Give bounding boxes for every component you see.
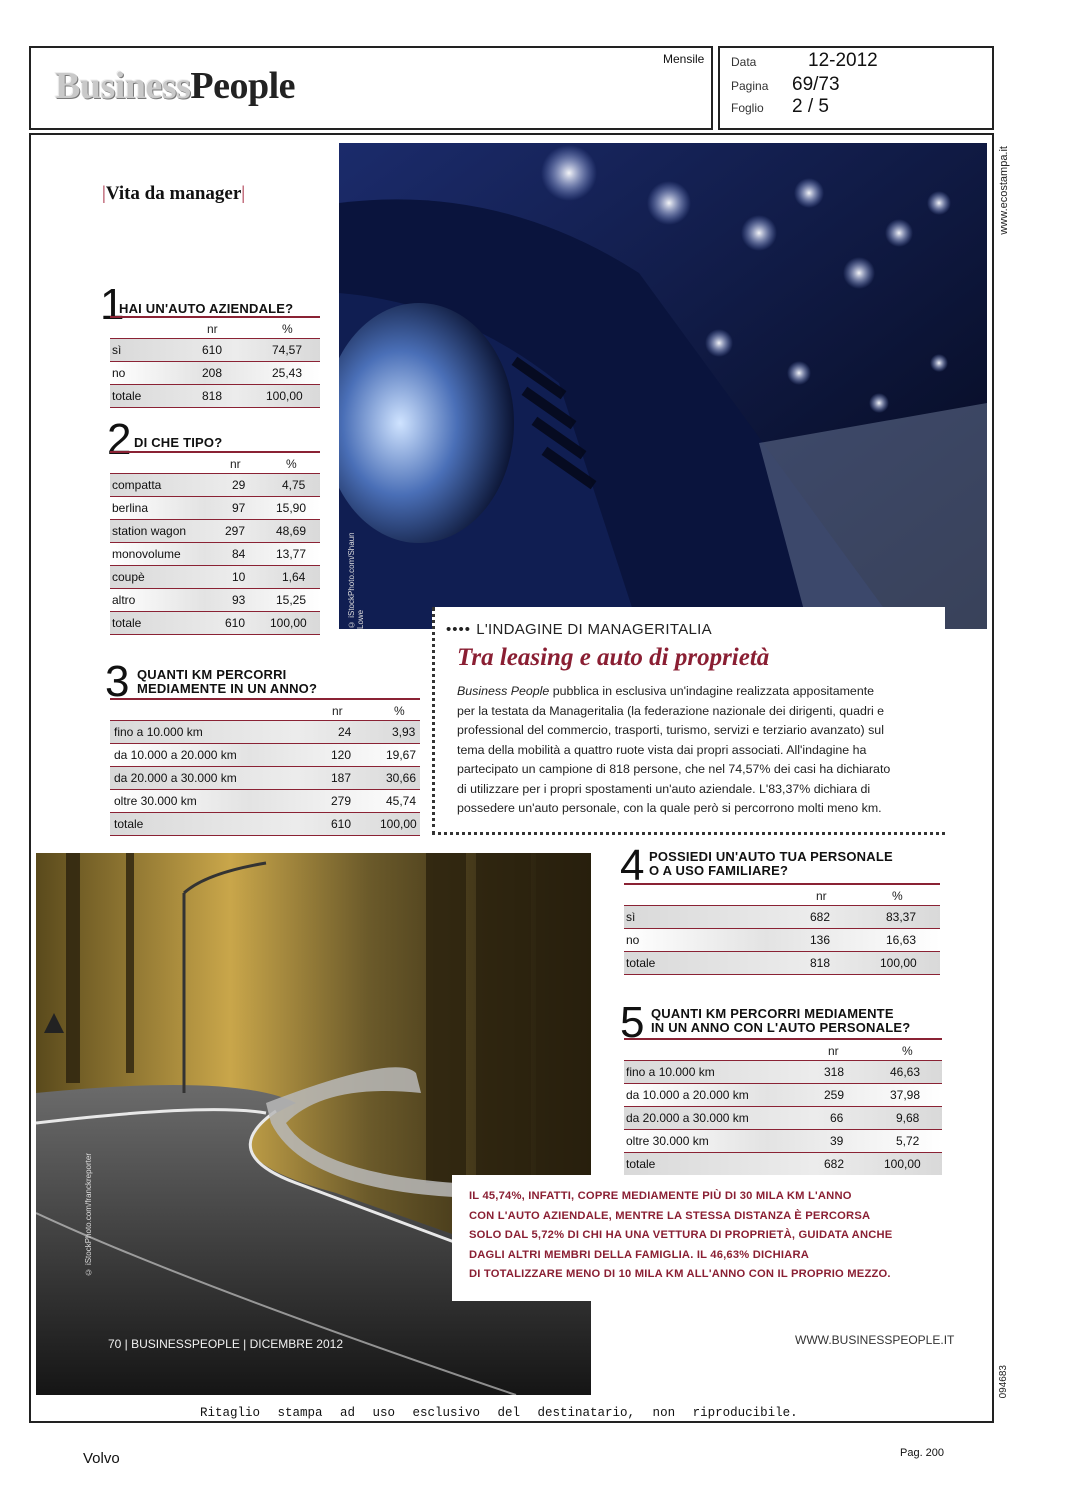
date-label: Data (731, 55, 757, 69)
q3-table (110, 698, 420, 836)
table-row: oltre 30.000 km 39 5,72 (624, 1130, 942, 1153)
article-kicker: •••• L'INDAGINE DI MANAGERITALIA (446, 621, 712, 638)
cars-illustration (339, 143, 987, 629)
road-illustration (36, 853, 591, 1395)
document-page-number: Pag. 200 (900, 1447, 945, 1459)
table-row: totale 682 100,00 (624, 1153, 942, 1176)
q5-number: 5 (620, 998, 645, 1047)
q1-number: 1 (100, 280, 125, 329)
table-row: totale 818 100,00 (624, 952, 940, 975)
client-name: Volvo (83, 1450, 120, 1467)
q5-table (624, 1038, 942, 1176)
table-row: da 20.000 a 30.000 km 187 30,66 (110, 767, 420, 790)
q5-title-line2: IN UN ANNO CON L'AUTO PERSONALE? (651, 1020, 911, 1035)
sheet-label: Foglio (731, 101, 764, 115)
q1-table-header: nr % (110, 318, 320, 339)
side-website: www.ecostampa.it (998, 146, 1010, 235)
q4-number: 4 (620, 841, 645, 890)
table-row: oltre 30.000 km 279 45,74 (110, 790, 420, 813)
q3-table-header: nr % (110, 700, 420, 721)
date-value: 12-2012 (808, 50, 878, 71)
table-row: sì 682 83,37 (624, 906, 940, 929)
table-row: totale 818 100,00 (110, 385, 320, 408)
q2-title: DI CHE TIPO? (134, 435, 223, 450)
table-row: altro 93 15,25 (110, 589, 320, 612)
table-row: da 10.000 a 20.000 km 120 19,67 (110, 744, 420, 767)
q5-title-line1: QUANTI KM PERCORRI MEDIAMENTE (651, 1006, 894, 1021)
q5-table-header: nr % (624, 1040, 942, 1061)
side-code: 094683 (998, 1365, 1009, 1399)
table-row: totale 610 100,00 (110, 612, 320, 635)
q4-title-line2: O A USO FAMILIARE? (649, 863, 789, 878)
q4-table-header: nr % (624, 885, 940, 906)
clipping-note: Ritaglio stampa ad uso esclusivo del destinatario, non riproducibile. (200, 1406, 798, 1420)
road-photo-credit: © iStockPhoto.com/franckreporter (84, 1153, 93, 1277)
table-row: fino a 10.000 km 318 46,63 (624, 1061, 942, 1084)
article-title: Tra leasing e auto di proprietà (457, 644, 770, 671)
q2-number: 2 (107, 415, 132, 464)
q3-title-line2: MEDIAMENTE IN UN ANNO? (137, 681, 318, 696)
table-row: station wagon 297 48,69 (110, 520, 320, 543)
table-row: berlina 97 15,90 (110, 497, 320, 520)
table-row: no 208 25,43 (110, 362, 320, 385)
table-row: da 20.000 a 30.000 km 66 9,68 (624, 1107, 942, 1130)
road-photo (36, 853, 591, 1395)
website-url: WWW.BUSINESSPEOPLE.IT (795, 1333, 955, 1347)
table-row: monovolume 84 13,77 (110, 543, 320, 566)
table-row: fino a 10.000 km 24 3,93 (110, 721, 420, 744)
callout-text: IL 45,74%, INFATTI, COPRE MEDIAMENTE PIÙ DI 30 MILA KM L'ANNO CON L'AUTO AZIENDALE, MENTRE LA STESSA DISTANZA È PERCORSA SOLO DAL 5,72% DI CHI HA UNA VETTURA DI PROPRIETÀ, GUIDATA ANCHE DAGLI ALTRI MEMBRI DELLA FAMIGLIA. IL 46,63% DICHIARA DI TOTALIZZARE MENO DI 10 MILA KM ALL'ANNO CON IL PROPRIO MEZZO. (469, 1190, 893, 1280)
page-value: 69/73 (792, 74, 840, 95)
frequency-label: Mensile (663, 52, 705, 66)
section-title: |Vita da manager| (102, 183, 246, 204)
table-row: coupè 10 1,64 (110, 566, 320, 589)
sheet-value: 2 / 5 (792, 96, 829, 117)
cars-photo-credit: © iStockPhoto.com/Shaun Lowe (347, 532, 365, 629)
table-row: no 136 16,63 (624, 929, 940, 952)
table-row: da 10.000 a 20.000 km 259 37,98 (624, 1084, 942, 1107)
publication-logo: BusinessPeople (55, 65, 296, 107)
table-row: sì 610 74,57 (110, 339, 320, 362)
q4-table (624, 883, 940, 975)
q4-title-line1: POSSIEDI UN'AUTO TUA PERSONALE (649, 849, 893, 864)
q3-number: 3 (105, 657, 130, 706)
page-label: Pagina (731, 79, 769, 93)
article-body: Business People pubblica in esclusiva un'indagine realizzata appositamente per la testata da Manageritalia (la federazione nazionale dei dirigenti, quadri e professional del commercio, trasporti, turismo, servizi e terziario avanzato) sul tema della mobilità a quattro ruote vista dai propri associati. All'indagine ha partecipato un campione di 818 persone, che nel 74,57% dei casi ha dichiarato di utilizzare per i propri spostamenti un'auto aziendale. L'83,37% dichiara di possedere un'auto personale, con la quale però si percorrono molti meno km. (457, 684, 891, 815)
table-row: totale 610 100,00 (110, 813, 420, 836)
q1-title: HAI UN'AUTO AZIENDALE? (119, 301, 294, 316)
page-footer-info: 70 | BUSINESSPEOPLE | DICEMBRE 2012 (108, 1337, 343, 1351)
q3-title-line1: QUANTI KM PERCORRI (137, 667, 287, 682)
table-row: compatta 29 4,75 (110, 474, 320, 497)
q1-table (110, 316, 320, 408)
q2-table-header: nr % (110, 453, 320, 474)
cars-photo (339, 143, 987, 629)
q2-table (110, 451, 320, 635)
